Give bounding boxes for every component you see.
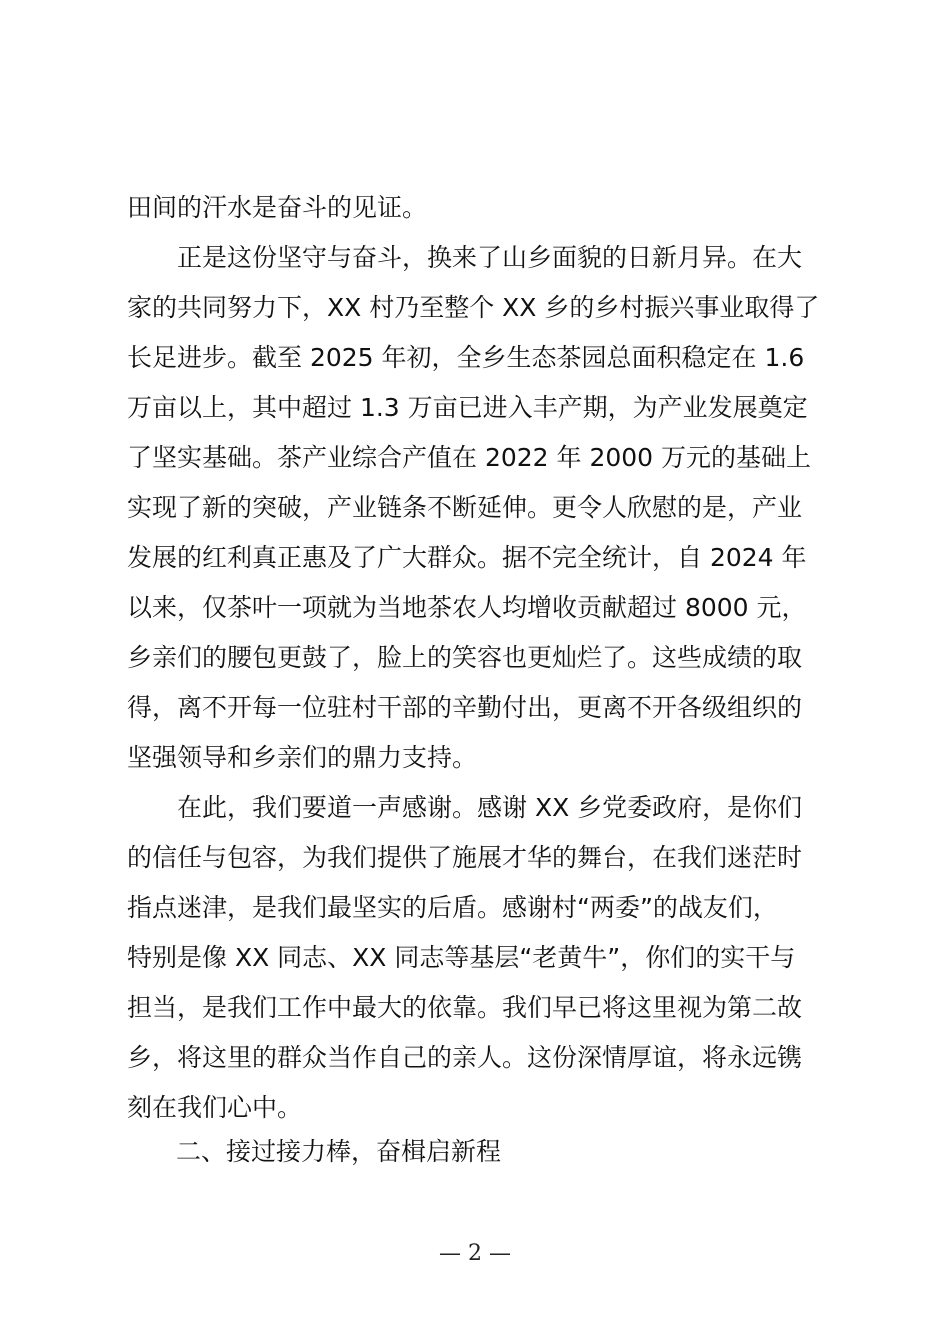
paragraph-line: 在此，我们要道一声感谢。感谢 XX 乡党委政府，是你们 xyxy=(127,793,803,822)
paragraph-line: 得，离不开每一位驻村干部的辛勤付出，更离不开各级组织的 xyxy=(127,693,803,722)
paragraph-line: 发展的红利真正惠及了广大群众。据不完全统计，自 2024 年 xyxy=(127,543,807,572)
paragraph-line: 正是这份坚守与奋斗，换来了山乡面貌的日新月异。在大 xyxy=(127,243,803,272)
paragraph-line: 田间的汗水是奋斗的见证。 xyxy=(127,193,428,222)
paragraph-line: 乡，将这里的群众当作自己的亲人。这份深情厚谊，将永远镌 xyxy=(127,1043,803,1072)
paragraph-line: 的信任与包容，为我们提供了施展才华的舞台，在我们迷茫时 xyxy=(127,843,803,872)
paragraph-line: 刻在我们心中。 xyxy=(127,1093,303,1122)
paragraph-line: 了坚实基础。茶产业综合产值在 2022 年 2000 万元的基础上 xyxy=(127,443,812,472)
paragraph-line: 以来，仅茶叶一项就为当地茶农人均增收贡献超过 8000 元， xyxy=(127,593,807,622)
paragraph-line: 实现了新的突破，产业链条不断延伸。更令人欣慰的是，产业 xyxy=(127,493,803,522)
body-text xyxy=(127,183,837,1133)
paragraph-line: 万亩以上，其中超过 1.3 万亩已进入丰产期，为产业发展奠定 xyxy=(127,393,808,422)
paragraph-line: 担当，是我们工作中最大的依靠。我们早已将这里视为第二故 xyxy=(127,993,803,1022)
paragraph-line: 长足进步。截至 2025 年初，全乡生态茶园总面积稳定在 1.6 xyxy=(127,343,805,372)
page-number: — 2 — xyxy=(439,1241,511,1266)
paragraph-line: 指点迷津，是我们最坚实的后盾。感谢村“两委”的战友们， xyxy=(127,893,778,922)
paragraph-line: 家的共同努力下，XX 村乃至整个 XX 乡的乡村振兴事业取得了 xyxy=(127,293,820,322)
paragraph-line: 特别是像 XX 同志、XX 同志等基层“老黄牛”，你们的实干与 xyxy=(127,943,796,972)
section-heading: 二、接过接力棒，奋楫启新程 xyxy=(176,1137,502,1166)
paragraph-line: 乡亲们的腰包更鼓了，脸上的笑容也更灿烂了。这些成绩的取 xyxy=(127,643,803,672)
paragraph-line: 坚强领导和乡亲们的鼎力支持。 xyxy=(127,743,478,772)
